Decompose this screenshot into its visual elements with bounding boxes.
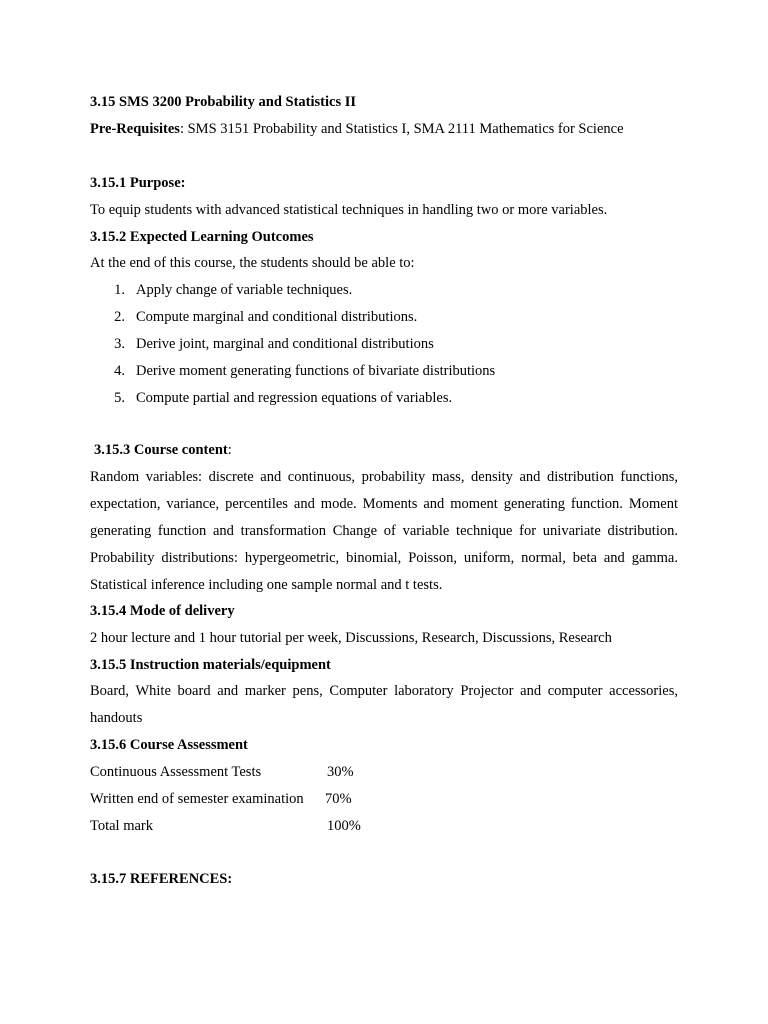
assessment-label: Written end of semester examination xyxy=(90,791,304,807)
list-item-number: 4. xyxy=(114,363,125,379)
content-line: Statistical inference including one sample normal and t tests. xyxy=(90,577,443,593)
prerequisites-label: Pre-Requisites xyxy=(90,121,180,137)
list-item-text: Compute marginal and conditional distributions. xyxy=(136,309,418,325)
list-item-text: Derive moment generating functions of bivariate distributions xyxy=(136,363,496,379)
assessment-value: 100% xyxy=(327,818,361,834)
content-line: Random variables: discrete and continuous, probability mass, density and distribution functions, xyxy=(90,469,678,485)
list-item-number: 2. xyxy=(114,309,125,325)
content-heading-line xyxy=(94,441,232,459)
delivery-text: 2 hour lecture and 1 hour tutorial per week, Discussions, Research, Discussions, Research xyxy=(90,630,612,646)
outcomes-heading: 3.15.2 Expected Learning Outcomes xyxy=(90,229,314,245)
assessment-label: Continuous Assessment Tests xyxy=(90,764,262,780)
assessment-heading: 3.15.6 Course Assessment xyxy=(90,737,248,753)
list-item-number: 3. xyxy=(114,336,125,352)
list-item-text: Derive joint, marginal and conditional distributions xyxy=(136,336,434,352)
outcomes-intro: At the end of this course, the students should be able to: xyxy=(90,255,415,271)
assessment-value: 70% xyxy=(325,791,352,807)
references-heading: 3.15.7 REFERENCES: xyxy=(90,871,233,887)
materials-text-line: handouts xyxy=(90,710,143,726)
list-item-text: Compute partial and regression equations of variables. xyxy=(136,390,453,406)
prerequisites-line xyxy=(90,120,624,138)
purpose-heading: 3.15.1 Purpose: xyxy=(90,175,186,191)
assessment-label: Total mark xyxy=(90,818,154,834)
prerequisites-text: : SMS 3151 Probability and Statistics I, SMA 2111 Mathematics for Science xyxy=(179,121,624,137)
list-item-number: 1. xyxy=(114,282,125,298)
course-title: 3.15 SMS 3200 Probability and Statistics II xyxy=(90,94,357,110)
content-heading-colon: : xyxy=(227,442,232,458)
list-item-text: Apply change of variable techniques. xyxy=(136,282,353,298)
materials-heading: 3.15.5 Instruction materials/equipment xyxy=(90,657,331,673)
content-heading: 3.15.3 Course content xyxy=(94,442,228,458)
assessment-value: 30% xyxy=(327,764,354,780)
content-line: Probability distributions: hypergeometric, binomial, Poisson, uniform, normal, beta and gamma. xyxy=(90,550,678,566)
list-item-number: 5. xyxy=(114,390,125,406)
delivery-heading: 3.15.4 Mode of delivery xyxy=(90,603,235,619)
content-line: generating function and transformation Change of variable technique for univariate distribution. xyxy=(90,523,678,539)
content-line: expectation, variance, percentiles and mode. Moments and moment generating function. Moment xyxy=(90,496,678,512)
materials-text-line: Board, White board and marker pens, Computer laboratory Projector and computer accessories, xyxy=(90,683,678,699)
purpose-text: To equip students with advanced statistical techniques in handling two or more variables. xyxy=(90,202,608,218)
